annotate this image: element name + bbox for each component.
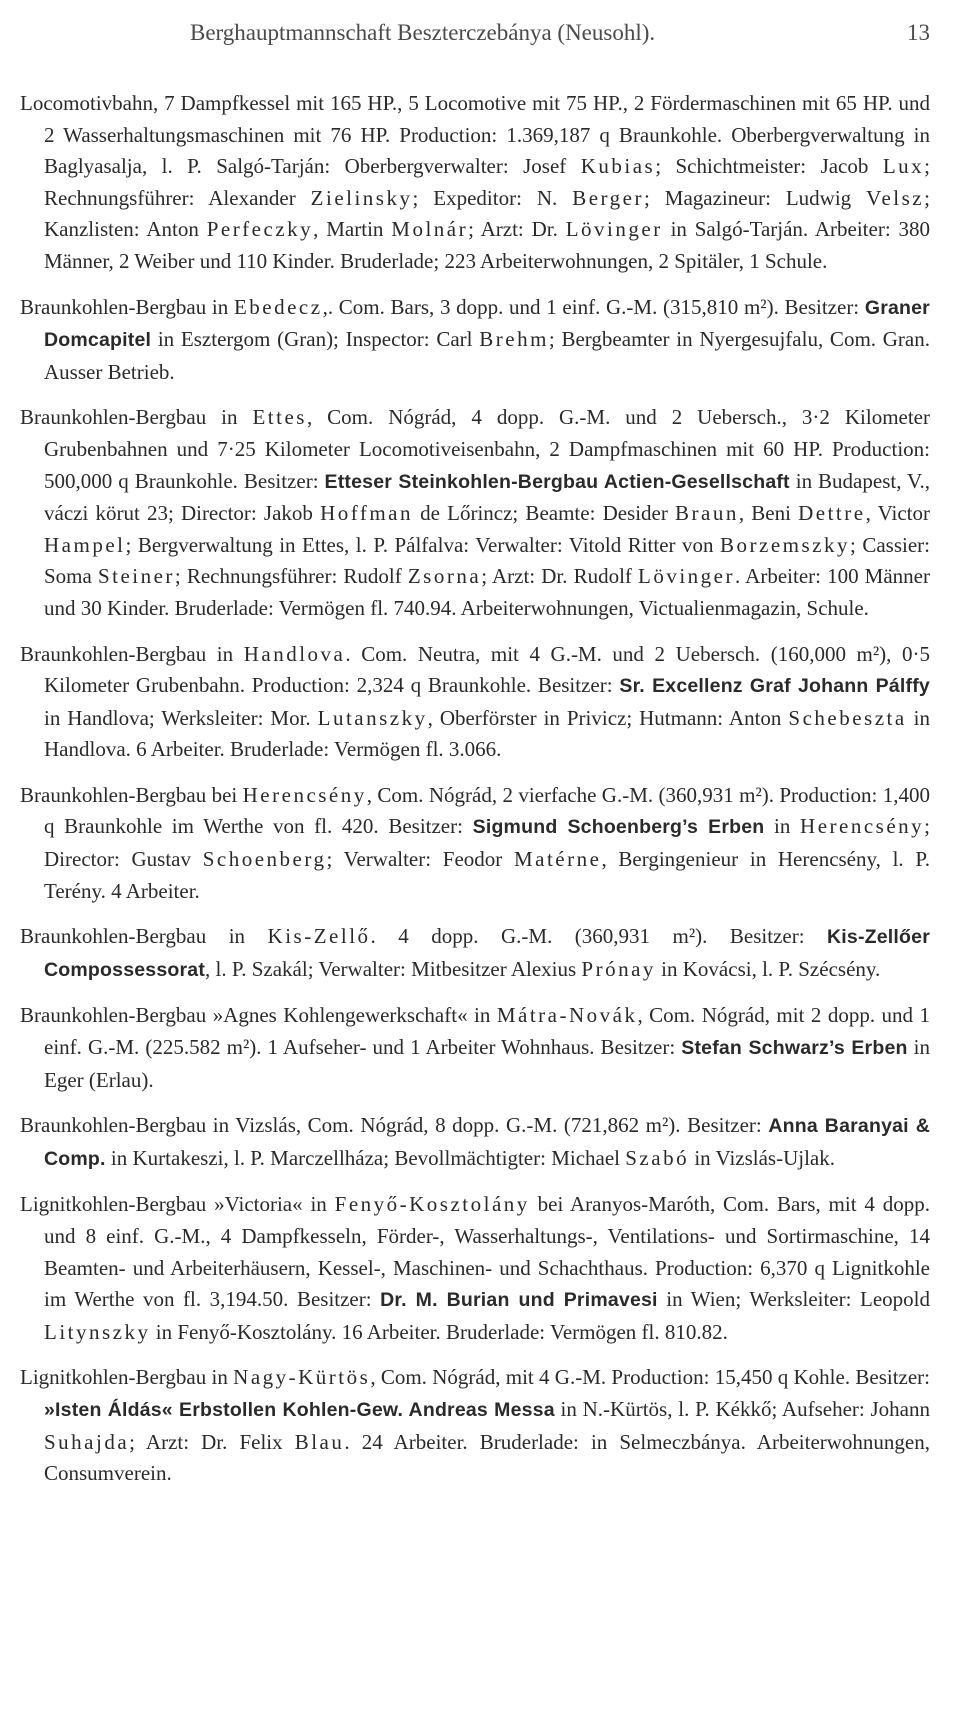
entry-text: ; Director: Gustav [44,814,930,872]
person-or-place-name: Lutanszky [317,705,428,730]
entry-text: in Esztergom (Gran); Inspector: Carl [151,327,480,352]
directory-entry [20,1189,930,1348]
entry-text: . 4 dopp. G.-M. (360,931 m²). Besitzer: [370,924,828,949]
entry-text: , Com. Nógrád, mit 2 dopp. und 1 einf. G.-M. (225.582 m²). 1 Aufseher- und 1 Arbeiter Wohnhaus. Besitzer: [44,1003,930,1060]
directory-entry [20,1362,930,1489]
person-or-place-name: Ebedecz [233,294,323,319]
entry-text: , Bergingenieur in Herencsény, l. P. Terény. 4 Arbeiter. [44,847,930,903]
entry-text: in Eger (Erlau). [44,1035,930,1092]
person-or-place-name: Matérne [513,847,602,872]
owner-name: »Isten Áldás« Erbstollen Kohlen-Gew. Andreas Messa [44,1398,555,1421]
entry-text: Lignitkohlen-Bergbau »Victoria« in [20,1192,335,1217]
entry-text: , l. P. Szakál; Verwalter: Mitbesitzer Alexius [205,956,582,981]
owner-name: Graner Domcapitel [44,296,930,352]
entry-text: , Oberförster in Privicz; Hutmann: Anton [427,705,789,730]
person-or-place-name: Dettre [798,501,866,526]
person-or-place-name: Ettes [252,405,307,430]
directory-entry [20,1110,930,1175]
entry-text: in Salgó-Tarján. Arbeiter: 380 Männer, 2 Weiber und 110 Kinder. Bruderlade; 223 Arbeiterwohnungen, 2 Spitäler, 1 Schule. [44,217,931,273]
person-or-place-name: Lux [882,154,925,179]
entry-text: ; Cassier: Soma [44,532,930,589]
owner-name: Sr. Excellenz Graf Johann Pálffy [619,675,930,698]
person-or-place-name: Velsz [866,185,925,210]
entry-text: ; Expeditor: N. [412,185,573,210]
owner-name: Stefan Schwarz’s Erben [681,1037,908,1060]
entry-text: de Lőrincz; Beamte: Desider [413,501,676,526]
person-or-place-name: Lövinger [565,217,663,242]
entry-text: in N.-Kürtös, l. P. Kékkő; Aufseher: Johann [554,1396,930,1421]
person-or-place-name: Nagy-Kürtös [233,1365,371,1390]
owner-name: Kis-Zellőer Compossessorat [44,926,930,981]
entry-text: bei Aranyos-Maróth, Com. Bars, mit 4 dopp. und 8 einf. G.-M., 4 Dampfkesseln, Förder-, Wasserhaltungs-, Ventilations- und Sortirmaschine, 14 Beamten- und Arbeiterhäusern, Kessel-, Maschinen- und Schachthaus. Production: 6,370 q Lignitkohle im Werthe von fl. 3,194.50. Besitzer: [44,1192,930,1312]
person-or-place-name: Schebeszta [788,705,907,730]
person-or-place-name: Lövinger [638,564,735,589]
entry-text: ; Kanzlisten: Anton [44,185,930,242]
entry-text: Braunkohlen-Bergbau bei [20,782,243,807]
entry-text: in [764,814,801,839]
directory-entry [20,921,930,986]
person-or-place-name: Szabó [625,1145,690,1170]
person-or-place-name: Brehm [479,327,549,352]
entry-text: Braunkohlen-Bergbau in [20,641,244,666]
entry-text: , Martin [313,217,392,242]
entry-text: ; Verwalter: Feodor [326,847,514,872]
entry-text: ; Schichtmeister: Jacob [655,154,883,179]
person-or-place-name: Zsorna [407,564,482,589]
directory-entry [20,88,930,278]
person-or-place-name: Suhajda [44,1429,130,1454]
entry-text: in Wien; Werksleiter: Leopold [657,1287,930,1312]
person-or-place-name: Molnár [391,217,469,242]
owner-name: Anna Baranyai & Comp. [44,1115,930,1170]
entry-text: in Vizslás-Ujlak. [689,1145,835,1170]
entry-text: , Com. Nógrád, 2 vierfache G.-M. (360,931 m²). Production: 1,400 q Braunkohle im Werthe von fl. 420. Besitzer: [44,782,930,839]
person-or-place-name: Hampel [44,532,126,557]
person-or-place-name: Steiner [97,564,175,589]
directory-entry [20,402,930,624]
person-or-place-name: Zielinsky [310,185,413,210]
entry-text: in Budapest, V., váczi körut 23; Director: Jakob [44,468,931,526]
directory-entry [20,780,930,907]
person-or-place-name: Hoffman [320,501,413,526]
person-or-place-name: Prónay [581,956,656,981]
entry-text: Braunkohlen-Bergbau in Vizslás, Com. Nógrád, 8 dopp. G.-M. (721,862 m²). Besitzer: [20,1113,769,1138]
entry-text: in Fenyő-Kosztolány. 16 Arbeiter. Bruderlade: Vermögen fl. 810.82. [150,1319,728,1344]
entry-text: Braunkohlen-Bergbau in [20,924,268,949]
running-header [20,20,930,64]
person-or-place-name: Perfeczky [206,217,314,242]
entry-text: Locomotivbahn, 7 Dampfkessel mit 165 HP., 5 Locomotive mit 75 HP., 2 Fördermaschinen mit 65 HP. und 2 Wasserhaltungsmaschinen mit 76 HP. Production: 1.369,187 q Braunkohle. Oberbergverwaltung in Baglyasalja, l. P. Salgó-Tarján: Oberbergverwalter: Josef [20,91,930,179]
person-or-place-name: Borzemszky [720,532,850,557]
entry-text: ; Arzt: Dr. Felix [129,1429,295,1454]
entry-text: Braunkohlen-Bergbau »Agnes Kohlengewerkschaft« in [20,1003,497,1028]
person-or-place-name: Fenyő-Kosztolány [334,1192,530,1217]
person-or-place-name: Schoenberg [202,847,327,872]
entry-text: , Com. Nógrád, mit 4 G.-M. Production: 15,450 q Kohle. Besitzer: [370,1365,930,1390]
entry-text: , Com. Nógrád, 4 dopp. G.-M. und 2 Uebersch., 3·2 Kilometer Grubenbahnen und 7·25 Kilometer Locomotiveisenbahn, 2 Dampfmaschinen mit 60 HP. Production: 500,000 q Braunkohle. Besitzer: [44,405,930,493]
directory-entry [20,292,930,389]
entry-text: . Arbeiter: 100 Männer und 30 Kinder. Bruderlade: Vermögen fl. 740.94. Arbeiterwohnungen, Victualienmagazin, Schule. [44,564,930,620]
entry-list [20,88,930,1490]
header-title: Berghauptmannschaft Beszterczebánya (Neusohl). [190,20,656,45]
entry-text: Braunkohlen-Bergbau in [20,294,234,319]
person-or-place-name: Herencsény [242,782,367,807]
entry-text: ; Arzt: Dr. Rudolf [481,564,638,589]
person-or-place-name: Litynszky [44,1319,151,1344]
entry-text: in Kurtakeszi, l. P. Marczellháza; Bevollmächtigter: Michael [105,1145,626,1170]
entry-text: ; Rechnungsführer: Rudolf [174,564,408,589]
page-number: 13 [907,20,930,45]
person-or-place-name: Kis-Zellő [267,924,371,949]
owner-name: Sigmund Schoenberg’s Erben [472,816,765,839]
person-or-place-name: Braun [675,501,739,526]
owner-name: Etteser Steinkohlen-Bergbau Actien-Gesellschaft [324,470,790,493]
entry-text: ; Magazineur: Ludwig [644,185,867,210]
person-or-place-name: Mátra-Novák [496,1003,638,1028]
owner-name: Dr. M. Burian und Primavesi [380,1289,658,1312]
entry-text: ,. Com. Bars, 3 dopp. und 1 einf. G.-M. (315,810 m²). Besitzer: [322,294,865,319]
entry-text: in Handlova; Werksleiter: Mor. [44,705,318,730]
entry-text: ; Bergverwaltung in Ettes, l. P. Pálfalva: Verwalter: Vitold Ritter von [125,532,721,557]
entry-text: Braunkohlen-Bergbau in [20,405,253,430]
entry-text: , Beni [738,501,799,526]
entry-text: , Victor [865,501,930,526]
entry-text: in Kovácsi, l. P. Szécsény. [655,956,881,981]
entry-text: . 24 Arbeiter. Bruderlade: in Selmeczbánya. Arbeiterwohnungen, Consumverein. [44,1429,930,1486]
entry-text: ; Bergbeamter in Nyergesujfalu, Com. Gran. Ausser Betrieb. [44,327,930,384]
entry-text: ; Arzt: Dr. [468,217,566,242]
entry-text: ; Rechnungsführer: Alexander [44,154,930,210]
entry-text: . Com. Neutra, mit 4 G.-M. und 2 Uebersch. (160,000 m²), 0·5 Kilometer Grubenbahn. Production: 2,324 q Braunkohle. Besitzer: [44,641,930,698]
person-or-place-name: Berger [572,185,644,210]
entry-text: Lignitkohlen-Bergbau in [20,1365,234,1390]
directory-entry [20,639,930,766]
person-or-place-name: Herencsény [800,814,925,839]
person-or-place-name: Kubias [580,154,656,179]
entry-text: in Handlova. 6 Arbeiter. Bruderlade: Vermögen fl. 3.066. [44,705,930,762]
person-or-place-name: Blau [294,1429,345,1454]
directory-entry [20,1000,930,1096]
person-or-place-name: Handlova [243,641,346,666]
